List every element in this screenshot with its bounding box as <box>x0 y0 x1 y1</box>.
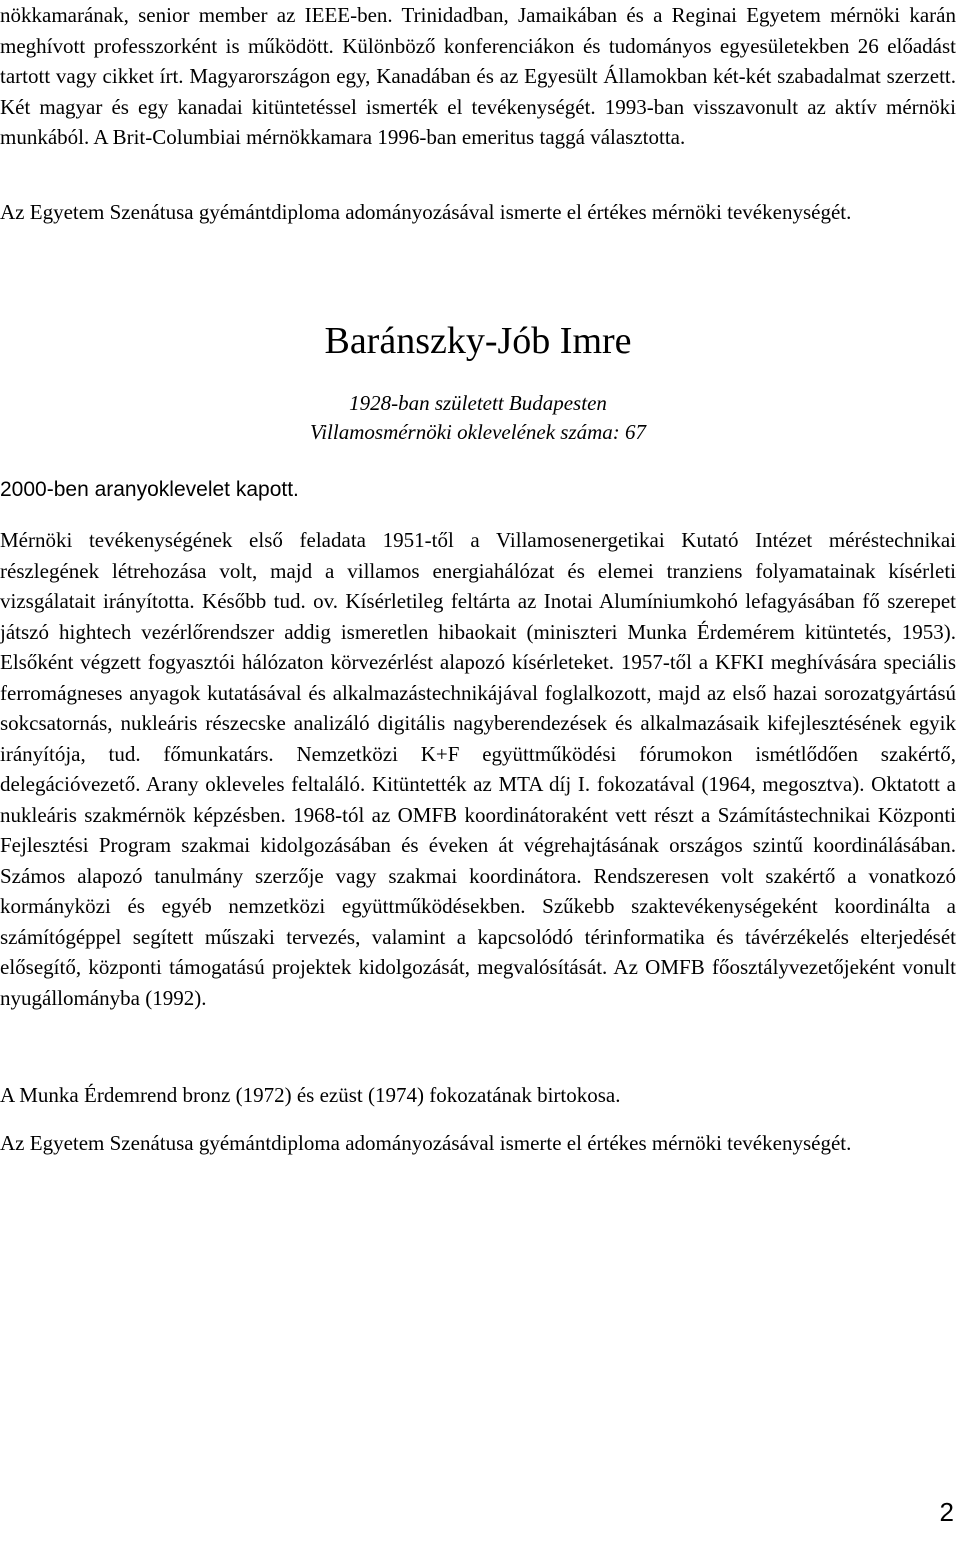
person-name-heading: Baránszky-Jób Imre <box>324 320 632 362</box>
diploma-number: Villamosmérnöki oklevelének száma: 67 <box>309 420 647 444</box>
birth-info: 1928-ban született Budapesten <box>349 391 607 415</box>
career-paragraph: Mérnöki tevékenységének első feladata 1951-től a Villamosenergetikai Kutató Intézet méréstechnikai részlegének létrehozása volt, majd a villamos energiahálózat és elemei tranziens folyamatainak kísérleti vizsgálatait irányította. Később tud. ov. Kísérletileg feltárta az Inotai Alumíniumkohó lefagyásában fő szerepet játszó hightech vezérlőrendszer addig ismeretlen hibaokait (miniszteri Munka Érdemérem kitüntetés, 1953). Elsőként végzett fogyasztói hálózaton körvezérlést alapozó kísérleteket. 1957-től a KFKI meghívására speciális ferromágneses anyagok kutatásával és alkalmazástechnikájával foglalkozott, majd az első hazai sorozatgyártású sokcsatornás, nukleáris részecske analizáló digitális nagyberendezések és alkalmazásaik kifejlesztésének egyik irányítója, tud. főmunkatárs. Nemzetközi K+F együttműködési fórumokon ismétlődően szakértő, delegációvezető. Arany okleveles feltaláló. Kitüntették az MTA díj I. fokozatával (1964, megosztva). Oktatott a nukleáris szakmérnök képzésben. 1968-tól az OMFB koordinátoraként vett részt a Számítástechnikai Központi Fejlesztési Program szakmai kidolgozásában és éveken át végrehajtásának országos szintű koordinálásában. Számos alapozó tanulmány szerzője vagy szakmai koordinátora. Rendszeresen volt szakértő a vonatkozó kormányközi és egyéb nemzetközi együttműködésekben. Szűkebb szaktevékenységeként koordinálta a számítógéppel segített műszaki tervezés, valamint a kapcsolódó térinformatika és távérzékelés elterjedését elősegítő, központi támogatású projektek kidolgozását, megvalósítását. Az OMFB főosztályvezetőjeként vonult nyugállományba (1992). <box>0 528 956 1010</box>
previous-diamond-diploma-paragraph: Az Egyetem Szenátusa gyémántdiploma adományozásával ismerte el értékes mérnöki tevékenységét. <box>0 200 852 224</box>
previous-biography-paragraph: nökkamarának, senior member az IEEE-ben. Trinidadban, Jamaikában és a Reginai Egyetem mérnöki karán meghívott professzorként is működött. Különböző konferenciákon és tudományos egyesületekben 26 előadást tartott vagy cikket írt. Magyarországon egy, Kanadában és az Egyesült Államokban két-két szabadalmat szerzett. Két magyar és egy kanadai kitüntetéssel ismerték el tevékenységét. 1993-ban visszavonult az aktív mérnöki munkából. A Brit-Columbiai mérnökkamara 1996-ban emeritus taggá választotta. <box>0 3 956 149</box>
gold-diploma-note: 2000-ben aranyoklevelet kapott. <box>0 478 299 501</box>
page-number: 2 <box>939 1497 954 1527</box>
award-paragraph: A Munka Érdemrend bronz (1972) és ezüst (1974) fokozatának birtokosa. <box>0 1083 621 1107</box>
diamond-diploma-paragraph: Az Egyetem Szenátusa gyémántdiploma adományozásával ismerte el értékes mérnöki tevékenységét. <box>0 1131 852 1155</box>
